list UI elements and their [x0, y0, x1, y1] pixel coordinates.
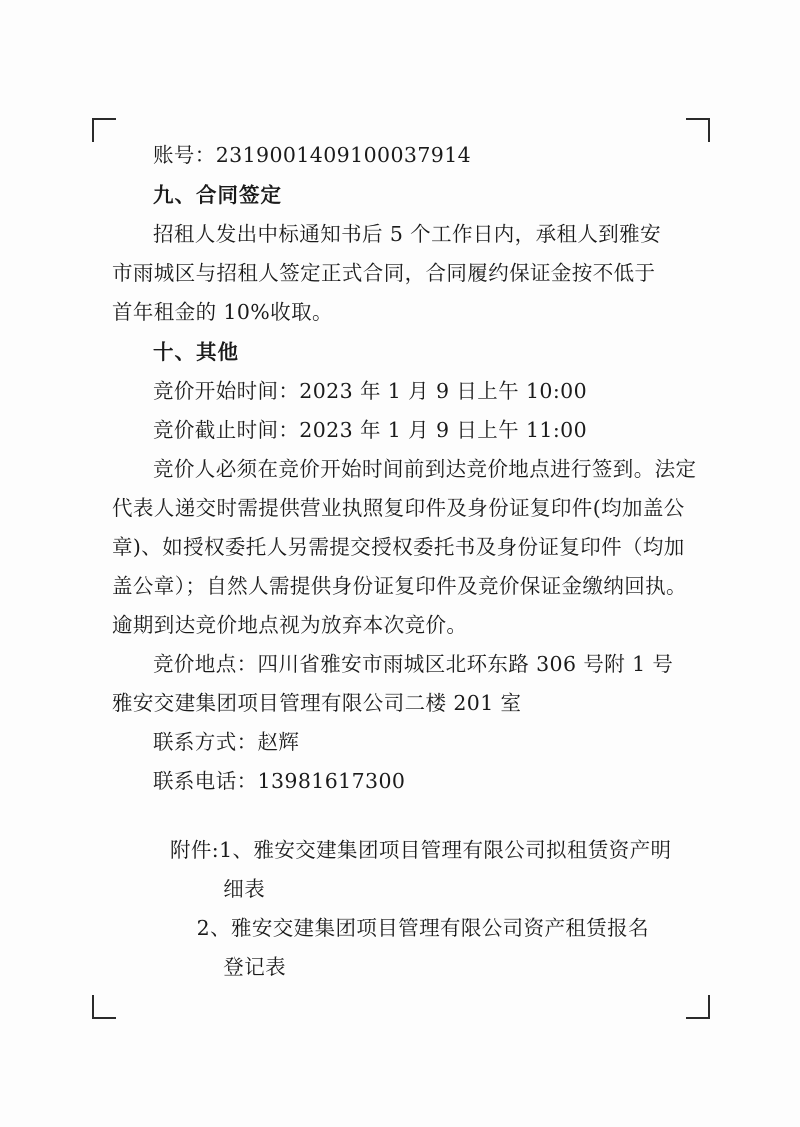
section-10-line-5: 章)、如授权委托人另需提交授权委托书及身份证复印件（均加: [112, 535, 685, 559]
attachments-block: [170, 831, 700, 987]
section-10-line-1: 竞价开始时间：2023 年 1 月 9 日上午 10:00: [153, 379, 588, 403]
section-10-heading: 十、其他: [153, 340, 239, 364]
contact-phone-line: 联系电话：13981617300: [153, 769, 406, 793]
section-10-line-6: 盖公章）；自然人需提供身份证复印件及竞价保证金缴纳回执。: [112, 574, 687, 598]
section-10-line-7: 逾期到达竞价地点视为放弃本次竞价。: [112, 613, 468, 637]
attachment-1-line-1: 附件:1、雅安交建集团项目管理有限公司拟租赁资产明: [170, 838, 672, 862]
bidding-location-line-2: 雅安交建集团项目管理有限公司二楼 201 室: [112, 691, 522, 715]
attachment-1-line-2: 细表: [223, 877, 266, 901]
attachments-spacer: [112, 801, 698, 831]
document-body: [112, 136, 698, 987]
section-10-line-4: 代表人递交时需提供营业执照复印件及身份证复印件(均加盖公: [112, 496, 685, 520]
crop-mark-bottom-right: [686, 995, 710, 1019]
attachment-2-line-2: 登记表: [223, 955, 286, 979]
section-9-heading: 九、合同签定: [153, 183, 282, 207]
section-10-line-2: 竞价截止时间：2023 年 1 月 9 日上午 11:00: [153, 418, 588, 442]
account-number-line: 账号：2319001409100037914: [153, 143, 472, 167]
bidding-location-line-1: 竞价地点：四川省雅安市雨城区北环东路 306 号附 1 号: [153, 652, 674, 676]
section-9-line-3: 首年租金的 10%收取。: [112, 300, 333, 324]
section-10-line-3: 竞价人必须在竞价开始时间前到达竞价地点进行签到。法定: [153, 457, 697, 481]
section-9-line-2: 市雨城区与招租人签定正式合同，合同履约保证金按不低于: [112, 261, 656, 285]
attachment-2-line-1: 2、雅安交建集团项目管理有限公司资产租赁报名: [196, 916, 649, 940]
crop-mark-bottom-left: [92, 995, 116, 1019]
section-9-line-1: 招租人发出中标通知书后 5 个工作日内，承租人到雅安: [153, 222, 661, 246]
contact-person-line: 联系方式：赵辉: [153, 730, 300, 754]
